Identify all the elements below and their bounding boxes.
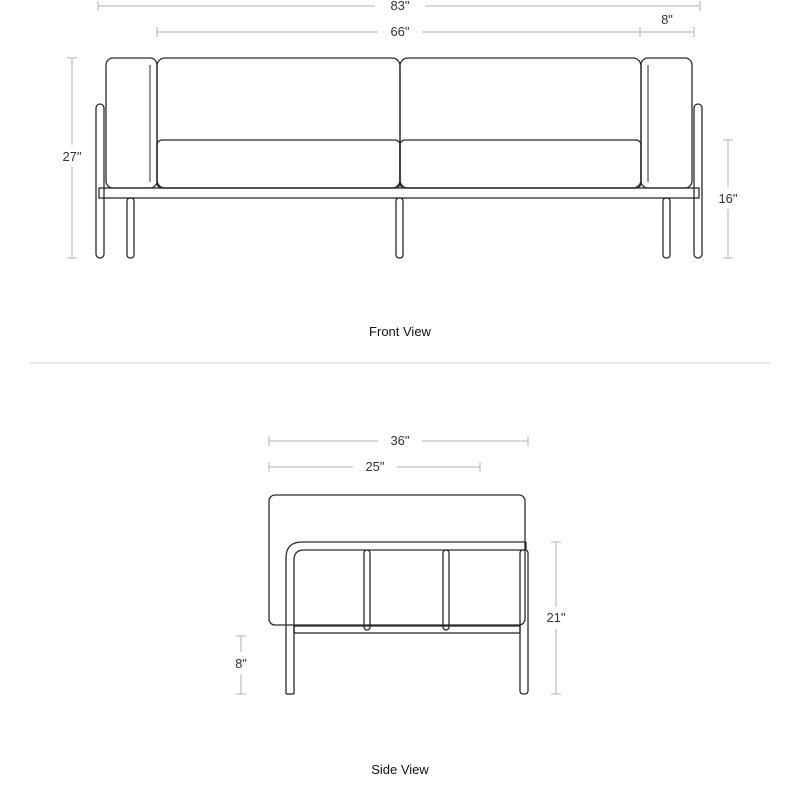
leg-center <box>396 198 403 258</box>
front-view <box>56 0 746 339</box>
sofa-side <box>269 495 528 694</box>
side-view-label: Side View <box>371 762 429 777</box>
front-view-label: Front View <box>369 324 431 339</box>
seat-cushion-left <box>157 140 400 188</box>
dim-seat-height <box>712 140 746 258</box>
dim-arm-height-label: 21" <box>546 610 566 625</box>
dim-overall-height <box>56 58 88 258</box>
right-arm <box>641 58 692 188</box>
seat-cushion-right <box>400 140 641 188</box>
base-frame <box>99 188 699 198</box>
back-cushion-left <box>157 58 400 188</box>
sofa-front <box>96 58 702 258</box>
dim-clearance-label: 8" <box>235 656 247 671</box>
dim-overall-width <box>98 0 700 13</box>
dim-arm-width <box>640 12 694 37</box>
dim-arm-width-label: 8" <box>661 12 673 27</box>
dim-clearance <box>226 636 256 694</box>
side-cushion-block <box>269 495 525 625</box>
dim-overall-depth <box>269 432 528 448</box>
side-view <box>226 432 574 777</box>
dim-seat-width-label: 66" <box>390 24 410 39</box>
left-frame-tube <box>96 104 104 258</box>
dim-overall-depth-label: 36" <box>390 433 410 448</box>
dim-overall-height-label: 27" <box>62 149 82 164</box>
spindle-1 <box>364 550 370 630</box>
arm-frame-inner <box>294 550 526 694</box>
dim-arm-height <box>540 542 574 694</box>
dim-seat-depth-label: 25" <box>365 459 385 474</box>
dim-overall-width-label: 83" <box>390 0 410 13</box>
right-frame-tube <box>694 104 702 258</box>
leg-right <box>663 198 670 258</box>
back-cushion-right <box>400 58 641 188</box>
dim-seat-width <box>157 24 640 40</box>
spindle-2 <box>443 550 449 630</box>
leg-left <box>127 198 134 258</box>
lower-rail <box>294 626 520 633</box>
dim-seat-depth <box>269 458 480 474</box>
left-arm <box>106 58 157 188</box>
dim-seat-height-label: 16" <box>718 191 738 206</box>
arm-frame-outer <box>286 542 526 694</box>
